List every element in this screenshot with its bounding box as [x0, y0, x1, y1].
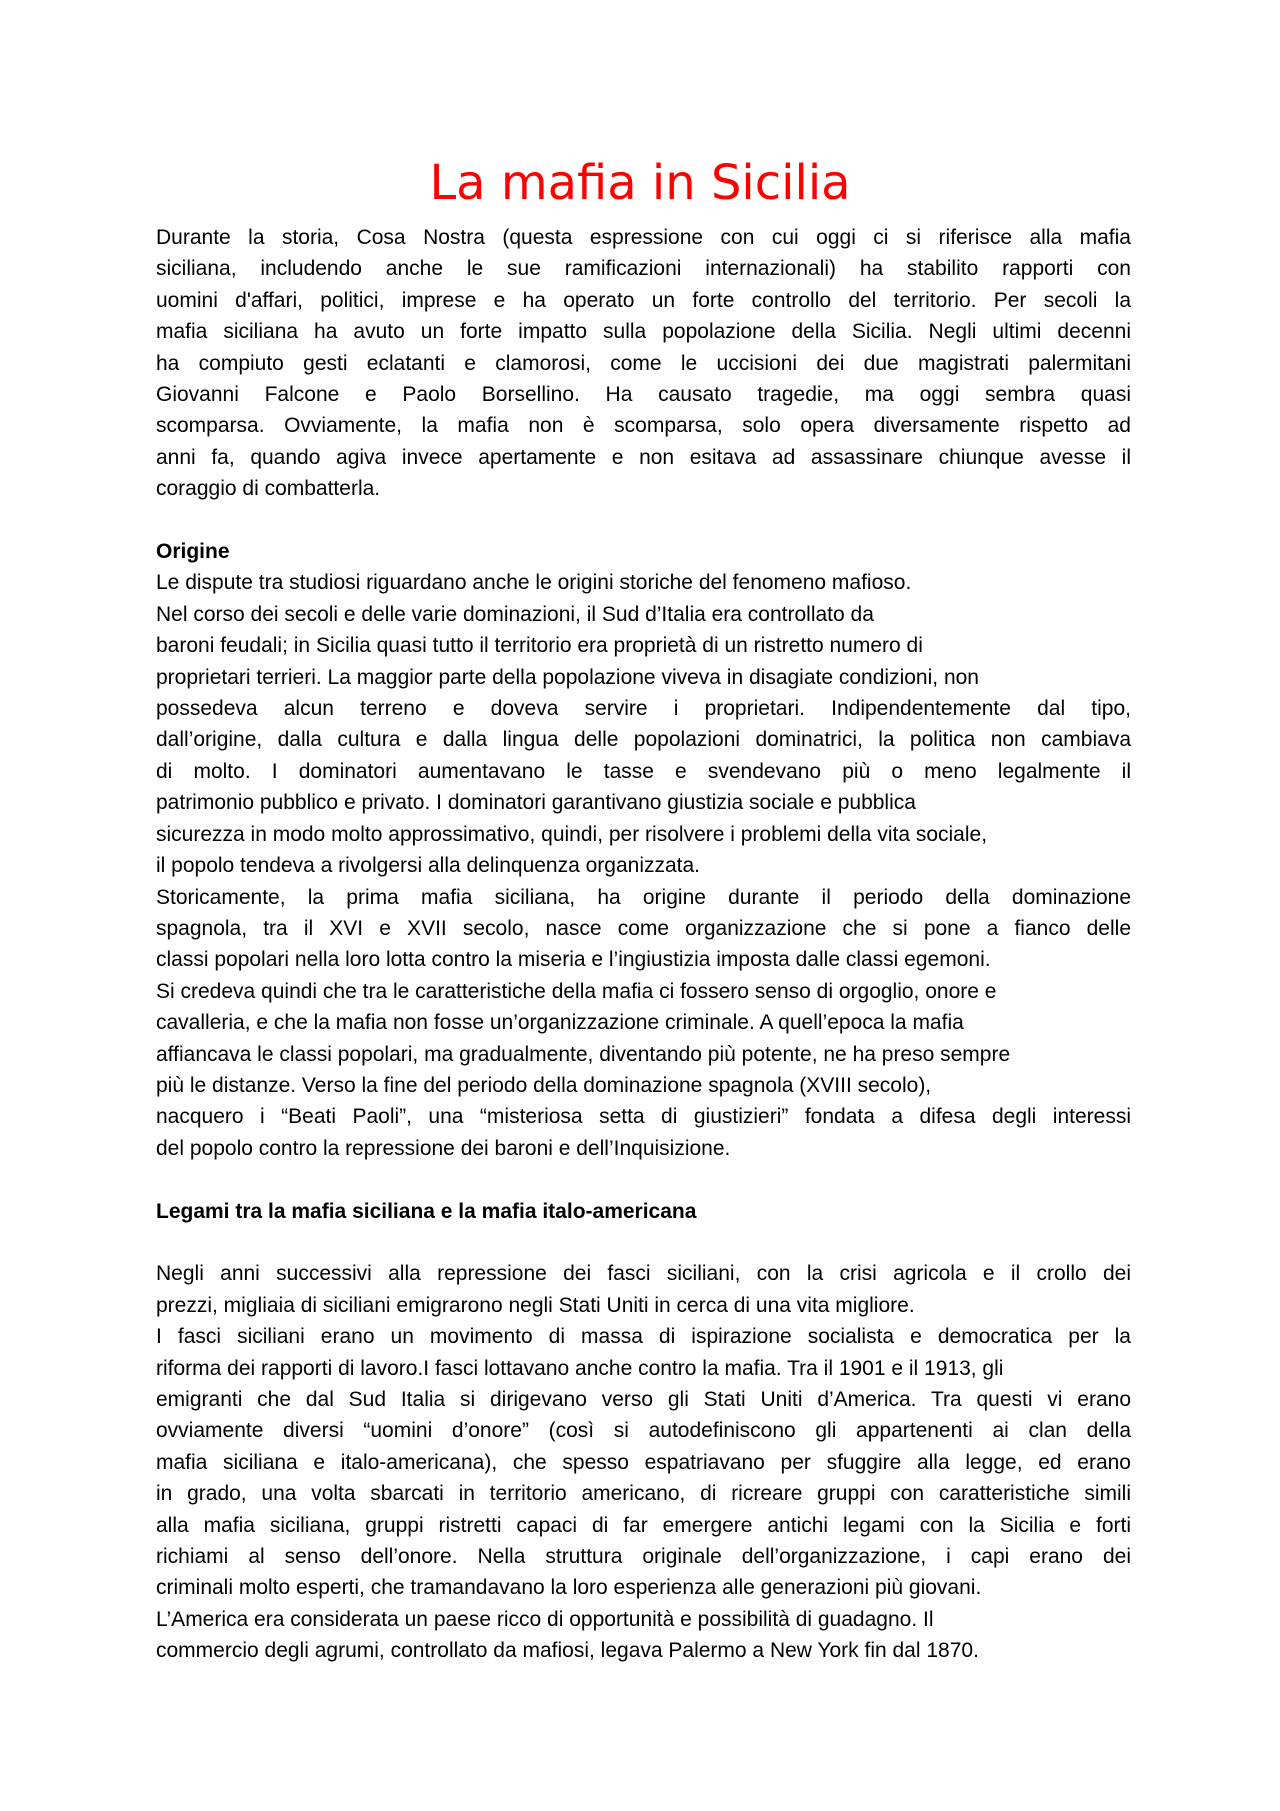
paragraph-spacer: [156, 1164, 1131, 1195]
section-legami: [156, 1196, 1131, 1667]
text-line: ovviamente diversi “uomini d’onore” (così si autodefiniscono gli appartenenti ai clan della: [156, 1419, 1131, 1443]
text-line: L’America era considerata un paese ricco di opportunità e possibilità di guadagno. Il: [156, 1607, 934, 1631]
text-line: I fasci siciliani erano un movimento di massa di ispirazione socialista e democratica per la: [156, 1325, 1131, 1349]
text-line: di molto. I dominatori aumentavano le tasse e svendevano più o meno legalmente il: [156, 759, 1131, 783]
text-line: prezzi, migliaia di siciliani emigrarono negli Stati Uniti in cerca di una vita migliore.: [156, 1293, 915, 1317]
text-line: Storicamente, la prima mafia siciliana, ha origine durante il periodo della dominazione: [156, 885, 1131, 909]
text-line: proprietari terrieri. La maggior parte della popolazione viveva in disagiate condizioni, non: [156, 665, 979, 689]
text-line: coraggio di combatterla.: [156, 477, 381, 501]
text-line: classi popolari nella loro lotta contro la miseria e l’ingiustizia imposta dalle classi egemoni.: [156, 948, 991, 972]
section-heading: Origine: [156, 540, 230, 564]
text-line: scomparsa. Ovviamente, la mafia non è scomparsa, solo opera diversamente rispetto ad: [156, 414, 1131, 438]
section-origine: [156, 536, 1131, 1164]
text-line: baroni feudali; in Sicilia quasi tutto il territorio era proprietà di un ristretto numero di: [156, 634, 923, 658]
paragraph-spacer: [156, 1227, 1131, 1258]
text-line: Nel corso dei secoli e delle varie dominazioni, il Sud d’Italia era controllato da: [156, 602, 874, 626]
document-body: [156, 222, 1131, 1667]
intro-paragraph: [156, 222, 1131, 505]
text-line: riforma dei rapporti di lavoro.I fasci lottavano anche contro la mafia. Tra il 1901 e il 1913, gli: [156, 1356, 1004, 1380]
text-line: spagnola, tra il XVI e XVII secolo, nasce come organizzazione che si pone a fianco delle: [156, 916, 1131, 940]
text-line: Le dispute tra studiosi riguardano anche le origini storiche del fenomeno mafioso.: [156, 571, 912, 595]
text-line: il popolo tendeva a rivolgersi alla delinquenza organizzata.: [156, 854, 701, 878]
text-line: dall’origine, dalla cultura e dalla lingua delle popolazioni dominatrici, la politica non cambiava: [156, 728, 1131, 752]
text-line: in grado, una volta sbarcati in territorio americano, di ricreare gruppi con caratteristiche simili: [156, 1482, 1131, 1506]
text-line: richiami al senso dell’onore. Nella struttura originale dell’organizzazione, i capi erano dei: [156, 1545, 1131, 1569]
text-line: criminali molto esperti, che tramandavano la loro esperienza alle generazioni più giovani.: [156, 1576, 982, 1600]
page-title: La mafia in Sicilia: [429, 155, 851, 211]
text-line: commercio degli agrumi, controllato da mafiosi, legava Palermo a New York fin dal 1870.: [156, 1639, 979, 1663]
text-line: sicurezza in modo molto approssimativo, quindi, per risolvere i problemi della vita sociale,: [156, 822, 988, 846]
text-line: nacquero i “Beati Paoli”, una “misteriosa setta di giustizieri” fondata a difesa degli interessi: [156, 1105, 1131, 1129]
text-line: uomini d'affari, politici, imprese e ha operato un forte controllo del territorio. Per secoli la: [156, 288, 1131, 312]
text-line: Negli anni successivi alla repressione dei fasci siciliani, con la crisi agricola e il crollo dei: [156, 1262, 1131, 1286]
text-line: siciliana, includendo anche le sue ramificazioni internazionali) ha stabilito rapporti con: [156, 257, 1131, 281]
text-line: alla mafia siciliana, gruppi ristretti capaci di far emergere antichi legami con la Sicilia e forti: [156, 1513, 1131, 1537]
text-line: cavalleria, e che la mafia non fosse un’organizzazione criminale. A quell’epoca la mafia: [156, 1011, 964, 1035]
text-line: emigranti che dal Sud Italia si dirigevano verso gli Stati Uniti d’America. Tra questi vi erano: [156, 1387, 1131, 1411]
text-line: Giovanni Falcone e Paolo Borsellino. Ha causato tragedie, ma oggi sembra quasi: [156, 383, 1131, 407]
text-line: patrimonio pubblico e privato. I dominatori garantivano giustizia sociale e pubblica: [156, 791, 916, 815]
paragraph-spacer: [156, 505, 1131, 536]
text-line: anni fa, quando agiva invece apertamente e non esitava ad assassinare chiunque avesse il: [156, 445, 1131, 469]
text-line: affiancava le classi popolari, ma gradualmente, diventando più potente, ne ha preso sempre: [156, 1042, 1011, 1066]
text-line: mafia siciliana ha avuto un forte impatto sulla popolazione della Sicilia. Negli ultimi decenni: [156, 320, 1131, 344]
text-line: ha compiuto gesti eclatanti e clamorosi, come le uccisioni dei due magistrati palermitani: [156, 351, 1131, 375]
text-line: del popolo contro la repressione dei baroni e dell’Inquisizione.: [156, 1136, 731, 1160]
text-line: possedeva alcun terreno e doveva servire i proprietari. Indipendentemente dal tipo,: [156, 697, 1131, 721]
text-line: più le distanze. Verso la fine del periodo della dominazione spagnola (XVIII secolo),: [156, 1073, 932, 1097]
text-line: Si credeva quindi che tra le caratteristiche della mafia ci fossero senso di orgoglio, onore e: [156, 979, 997, 1003]
text-line: mafia siciliana e italo-americana), che spesso espatriavano per sfuggire alla legge, ed erano: [156, 1450, 1131, 1474]
section-heading: Legami tra la mafia siciliana e la mafia italo-americana: [156, 1199, 697, 1223]
text-line: Durante la storia, Cosa Nostra (questa espressione con cui oggi ci si riferisce alla mafia: [156, 226, 1131, 249]
